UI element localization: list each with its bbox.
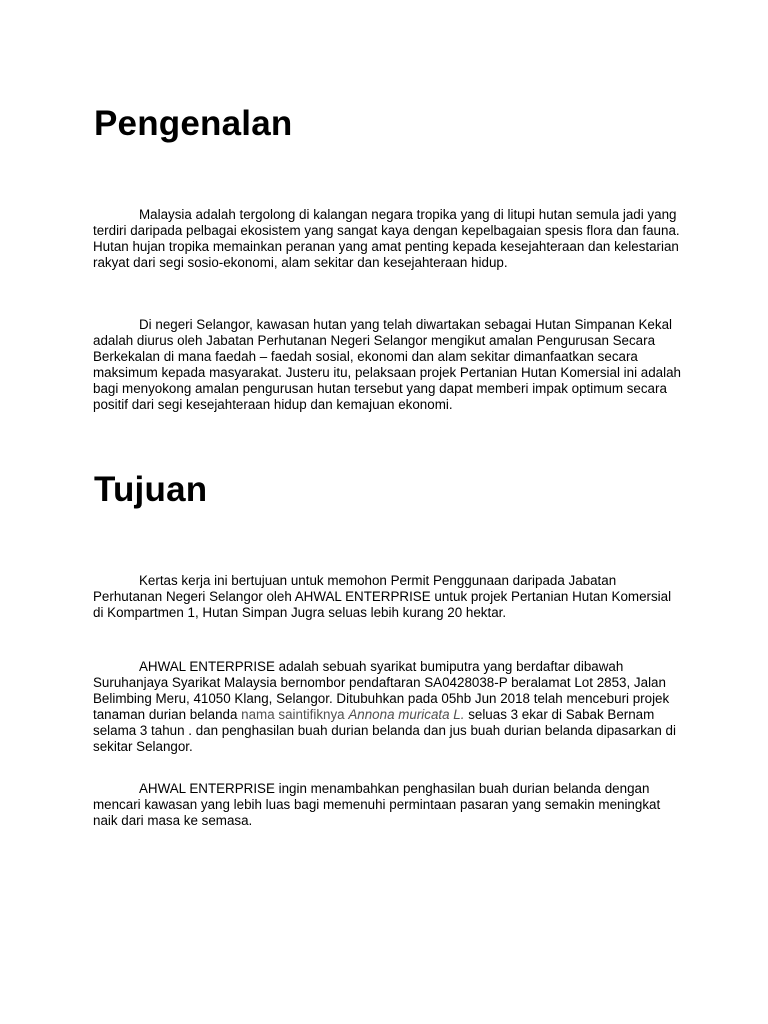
paragraph-purpose-3: AHWAL ENTERPRISE ingin menambahkan penghasilan buah durian belanda dengan mencari kawasan yang lebih luas bagi memenuhi permintaan pasaran yang semakin meningkat naik dari masa ke semasa. [93,781,661,828]
paragraph-intro-1: Malaysia adalah tergolong di kalangan negara tropika yang di litupi hutan semula jadi yang terdiri daripada pelbagai ekosistem yang sangat kaya dengan kepelbagaian spesis flora dan fauna. Hutan hujan tropika memainkan peranan yang amat penting kepada kesejahteraan dan kelestarian rakyat dari segi sosio-ekonomi, alam sekitar dan kesejahteraan hidup. [93,207,680,270]
scientific-name-label: nama saintifiknya [241,707,349,722]
paragraph-purpose-1: Kertas kerja ini bertujuan untuk memohon Permit Penggunaan daripada Jabatan Perhutanan Negeri Selangor oleh AHWAL ENTERPRISE untuk projek Pertanian Hutan Komersial di Kompartmen 1, Hutan Simpan Jugra seluas lebih kurang 20 hektar. [93,573,672,620]
paragraph-purpose-2 [93,659,683,755]
paragraph-intro-2: Di negeri Selangor, kawasan hutan yang telah diwartakan sebagai Hutan Simpanan Kekal adalah diurus oleh Jabatan Perhutanan Negeri Selangor mengikut amalan Pengurusan Secara Berkekalan di mana faedah – faedah sosial, ekonomi dan alam sekitar dimanfaatkan secara maksimum kepada masyarakat. Justeru itu, pelaksaan projek Pertanian Hutan Komersial ini adalah bagi menyokong amalan pengurusan hutan tersebut yang dapat memberi impak optimum secara positif dari segi kesejahteraan hidup dan kemajuan ekonomi. [93,317,681,412]
section-heading-pengenalan: Pengenalan [94,104,293,143]
paragraph-purpose-2-text-a: AHWAL ENTERPRISE adalah sebuah syarikat bumiputra yang berdaftar dibawah Suruhanjaya Syarikat Malaysia bernombor pendaftaran SA0428038-P beralamat Lot 2853, Jalan Belimbing Meru, 41050 Klang, Selangor. Ditubuhkan pada 05hb Jun 2018 telah menceburi projek tanaman durian belanda [93,659,670,722]
scientific-name: Annona muricata L. [348,707,465,722]
paragraph-purpose-2-text-b: seluas 3 ekar di Sabak Bernam selama 3 tahun . dan penghasilan buah durian belanda dan jus buah durian belanda dipasarkan di sekitar Selangor. [93,707,676,754]
section-heading-tujuan: Tujuan [94,470,208,509]
